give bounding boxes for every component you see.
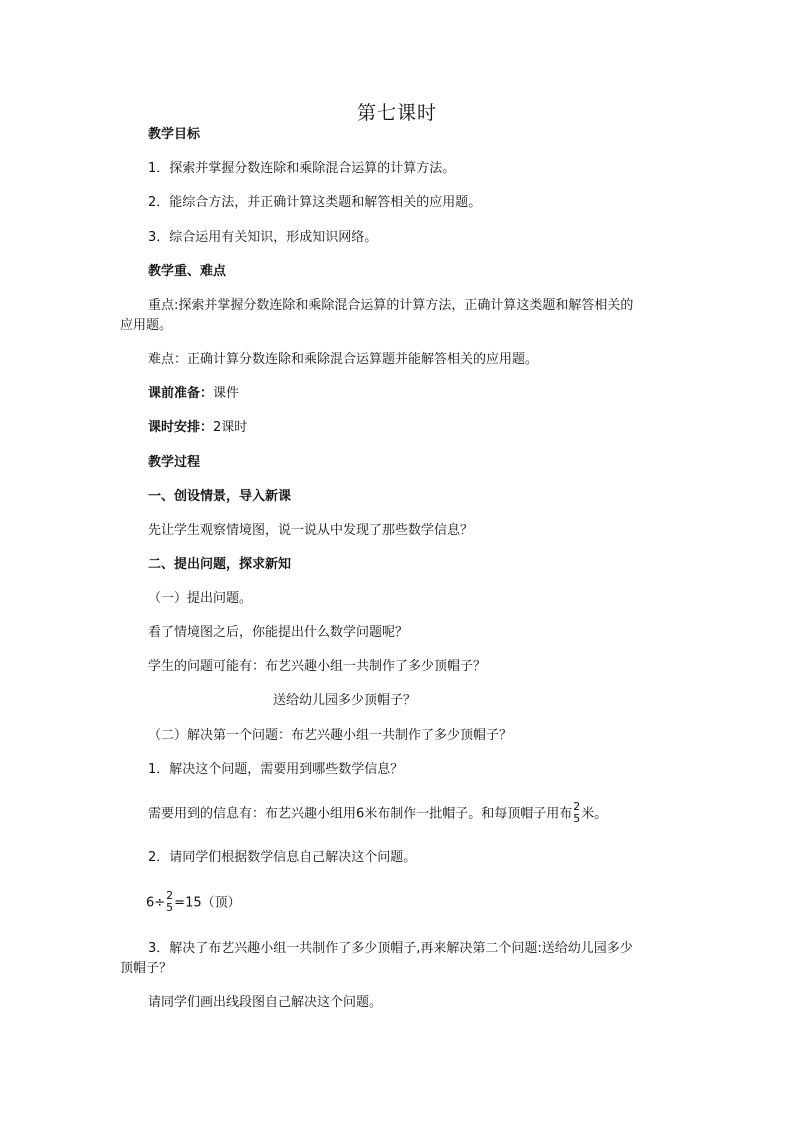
section2-heading: 二、提出问题，探求新知 — [148, 557, 292, 572]
key-label: 重点: — [148, 298, 179, 313]
calc-before: 6÷ — [146, 895, 166, 911]
step-2: 2．请同学们根据数学信息自己解决这个问题。 — [148, 850, 417, 865]
difficult-point: 难点：正确计算分数连除和乘除混合运算题并能解答相关的应用题。 — [148, 352, 539, 367]
goal-item-3: 3．综合运用有关知识，形成知识网络。 — [148, 230, 378, 245]
sub2-text: （二）解决第一个问题：布艺兴趣小组一共制作了多少顶帽子？ — [148, 728, 513, 743]
step-3-line-1: 3．解决了布艺兴趣小组一共制作了多少顶帽子,再来解决第二个问题:送给幼儿园多少 — [148, 941, 633, 956]
page-title: 第七课时 — [356, 102, 437, 124]
prep-value: 课件 — [213, 386, 240, 401]
info-before: 需要用到的信息有：布艺兴趣小组用6米布制作一批帽子。和每顶帽子用布 — [148, 806, 573, 822]
calc-line — [146, 891, 686, 916]
question-intro: 看了情境图之后，你能提出什么数学问题呢？ — [148, 625, 409, 640]
calc-fraction-denominator: 5 — [166, 901, 174, 914]
goals-heading: 教学目标 — [148, 127, 201, 142]
step-1: 1．解决这个问题，需要用到哪些数学信息？ — [148, 762, 404, 777]
question-1: 学生的问题可能有：布艺兴趣小组一共制作了多少顶帽子？ — [148, 659, 487, 674]
section1-heading: 一、创设情景，导入新课 — [148, 489, 292, 504]
prep-line — [148, 382, 688, 406]
schedule-label: 课时安排： — [148, 420, 214, 435]
goal-item-2: 2．能综合方法，并正确计算这类题和解答相关的应用题。 — [148, 195, 482, 210]
keypoints-heading: 教学重、难点 — [148, 264, 227, 279]
step-3-line-2: 顶帽子？ — [120, 961, 173, 976]
process-heading: 教学过程 — [148, 455, 201, 470]
sub1-text: （一）提出问题。 — [148, 591, 253, 606]
goal-item-1: 1．探索并掌握分数连除和乘除混合运算的计算方法。 — [148, 161, 456, 176]
info-line — [148, 802, 688, 827]
calc-after: =15（顶） — [174, 895, 241, 911]
section1-text: 先让学生观察情境图，说一说从中发现了那些数学信息？ — [148, 523, 474, 538]
calc-fraction — [166, 890, 173, 914]
schedule-line — [148, 416, 688, 440]
info-after: 米。 — [581, 806, 608, 822]
prep-label: 课前准备： — [148, 386, 214, 401]
fraction-two-fifths — [573, 801, 580, 825]
fraction-numerator: 2 — [573, 800, 581, 813]
calc-fraction-numerator: 2 — [166, 889, 174, 902]
step-4: 请同学们画出线段图自己解决这个问题。 — [148, 995, 383, 1010]
keypoint-line-cont: 应用题。 — [120, 318, 173, 333]
fraction-denominator: 5 — [573, 812, 581, 825]
key-text: 探索并掌握分数连除和乘除混合运算的计算方法，正确计算这类题和解答相关的 — [178, 298, 634, 313]
question-2: 送给幼儿园多少顶帽子？ — [273, 693, 417, 708]
schedule-value: 2课时 — [213, 420, 248, 435]
